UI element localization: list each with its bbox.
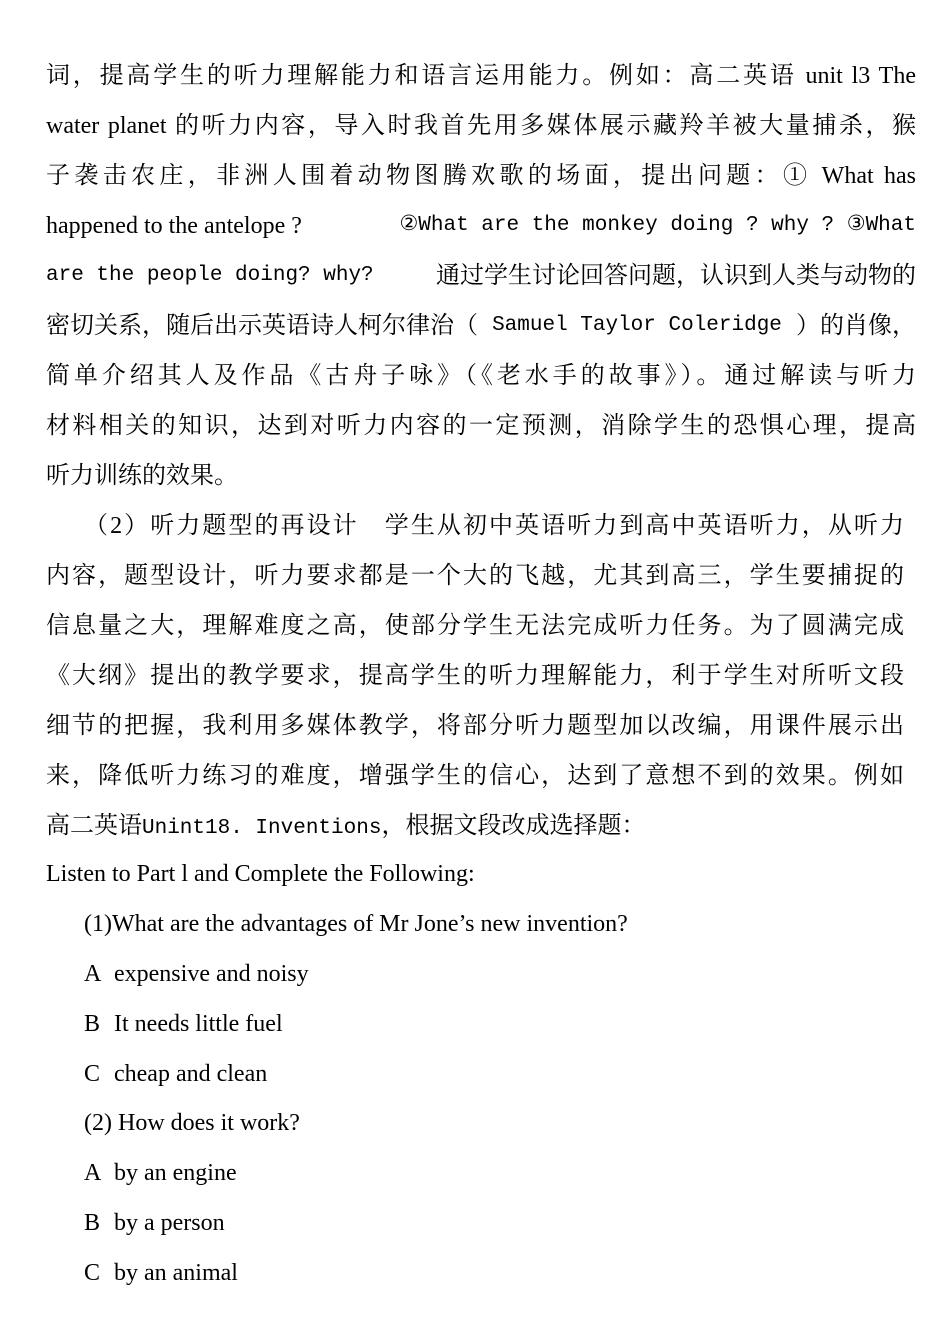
option-text: by an engine xyxy=(114,1160,237,1186)
paragraph1-line8: 材料相关的知识，达到对听力内容的一定预测，消除学生的恐惧心理，提高 xyxy=(46,413,916,439)
question-2-option-c xyxy=(84,1258,914,1288)
paragraph1-line9: 听力训练的效果。 xyxy=(46,463,238,489)
option-text: It needs little fuel xyxy=(114,1011,283,1037)
paragraph1-line4-mono: ②What are the monkey doing ? why ? ③What xyxy=(386,214,916,237)
paragraph1-line6-mono: Samuel Taylor Coleridge xyxy=(492,314,782,337)
option-text: expensive and noisy xyxy=(114,961,309,987)
question-1-option-c xyxy=(84,1059,914,1089)
paragraph1-line1: 词，提高学生的听力理解能力和语言运用能力。例如：高二英语 unit l3 The xyxy=(46,63,916,89)
paragraph1-line5-mono: are the people doing? why? xyxy=(46,264,374,287)
option-letter: B xyxy=(84,1011,101,1037)
question-2: (2) How does it work? xyxy=(84,1110,300,1136)
option-letter: B xyxy=(84,1210,101,1236)
paragraph1-line2: water planet 的听力内容，导入时我首先用多媒体展示藏羚羊被大量捕杀，猴 xyxy=(46,113,916,139)
option-letter: C xyxy=(84,1061,101,1087)
paragraph2-line7-text-a: 高二英语 xyxy=(46,813,142,839)
option-letter: A xyxy=(84,961,102,987)
paragraph1-line5-text: 通过学生讨论回答问题，认识到人类与动物的 xyxy=(436,263,916,289)
paragraph1-line4-text: happened to the antelope ? xyxy=(46,213,302,239)
option-text: by an animal xyxy=(114,1260,238,1286)
question-1: (1)What are the advantages of Mr Jone’s new invention? xyxy=(84,911,628,937)
paragraph1-line6-text-a: 密切关系，随后出示英语诗人柯尔律治（ xyxy=(46,313,478,339)
option-letter: C xyxy=(84,1260,101,1286)
paragraph2-line4: 《大纲》提出的教学要求，提高学生的听力理解能力，利于学生对所听文段 xyxy=(46,663,904,689)
question-2-option-b xyxy=(84,1208,914,1238)
paragraph2-line7 xyxy=(46,811,916,844)
paragraph2-line2: 内容，题型设计，听力要求都是一个大的飞越，尤其到高三，学生要捕捉的 xyxy=(46,563,904,589)
option-text: by a person xyxy=(114,1210,225,1236)
option-text: cheap and clean xyxy=(114,1061,268,1087)
paragraph2-line5: 细节的把握，我利用多媒体教学，将部分听力题型加以改编，用课件展示出 xyxy=(46,713,904,739)
paragraph1-line4 xyxy=(46,211,916,241)
paragraph2-line7-text-b: ，根据文段改成选择题： xyxy=(381,813,646,839)
exercise-heading: Listen to Part l and Complete the Following: xyxy=(46,861,475,887)
paragraph2-line1: （2）听力题型的再设计 学生从初中英语听力到高中英语听力，从听力 xyxy=(84,513,904,539)
paragraph1-line5 xyxy=(46,261,916,291)
option-letter: A xyxy=(84,1160,102,1186)
question-1-option-b xyxy=(84,1009,914,1039)
question-1-option-a xyxy=(84,959,914,989)
paragraph1-line6 xyxy=(46,311,916,341)
question-2-option-a xyxy=(84,1158,914,1188)
paragraph2-line3: 信息量之大，理解难度之高，使部分学生无法完成听力任务。为了圆满完成 xyxy=(46,613,904,639)
paragraph1-line3: 子袭击农庄，非洲人围着动物图腾欢歌的场面，提出问题：① What has xyxy=(46,163,916,189)
paragraph1-line7: 简单介绍其人及作品《古舟子咏》（《老水手的故事》）。通过解读与听力 xyxy=(46,363,916,389)
paragraph2-line6: 来，降低听力练习的难度，增强学生的信心，达到了意想不到的效果。例如 xyxy=(46,763,904,789)
paragraph1-line6-text-b: ）的肖像， xyxy=(795,313,916,339)
paragraph2-line7-mono: Unint18. Inventions xyxy=(142,817,382,840)
